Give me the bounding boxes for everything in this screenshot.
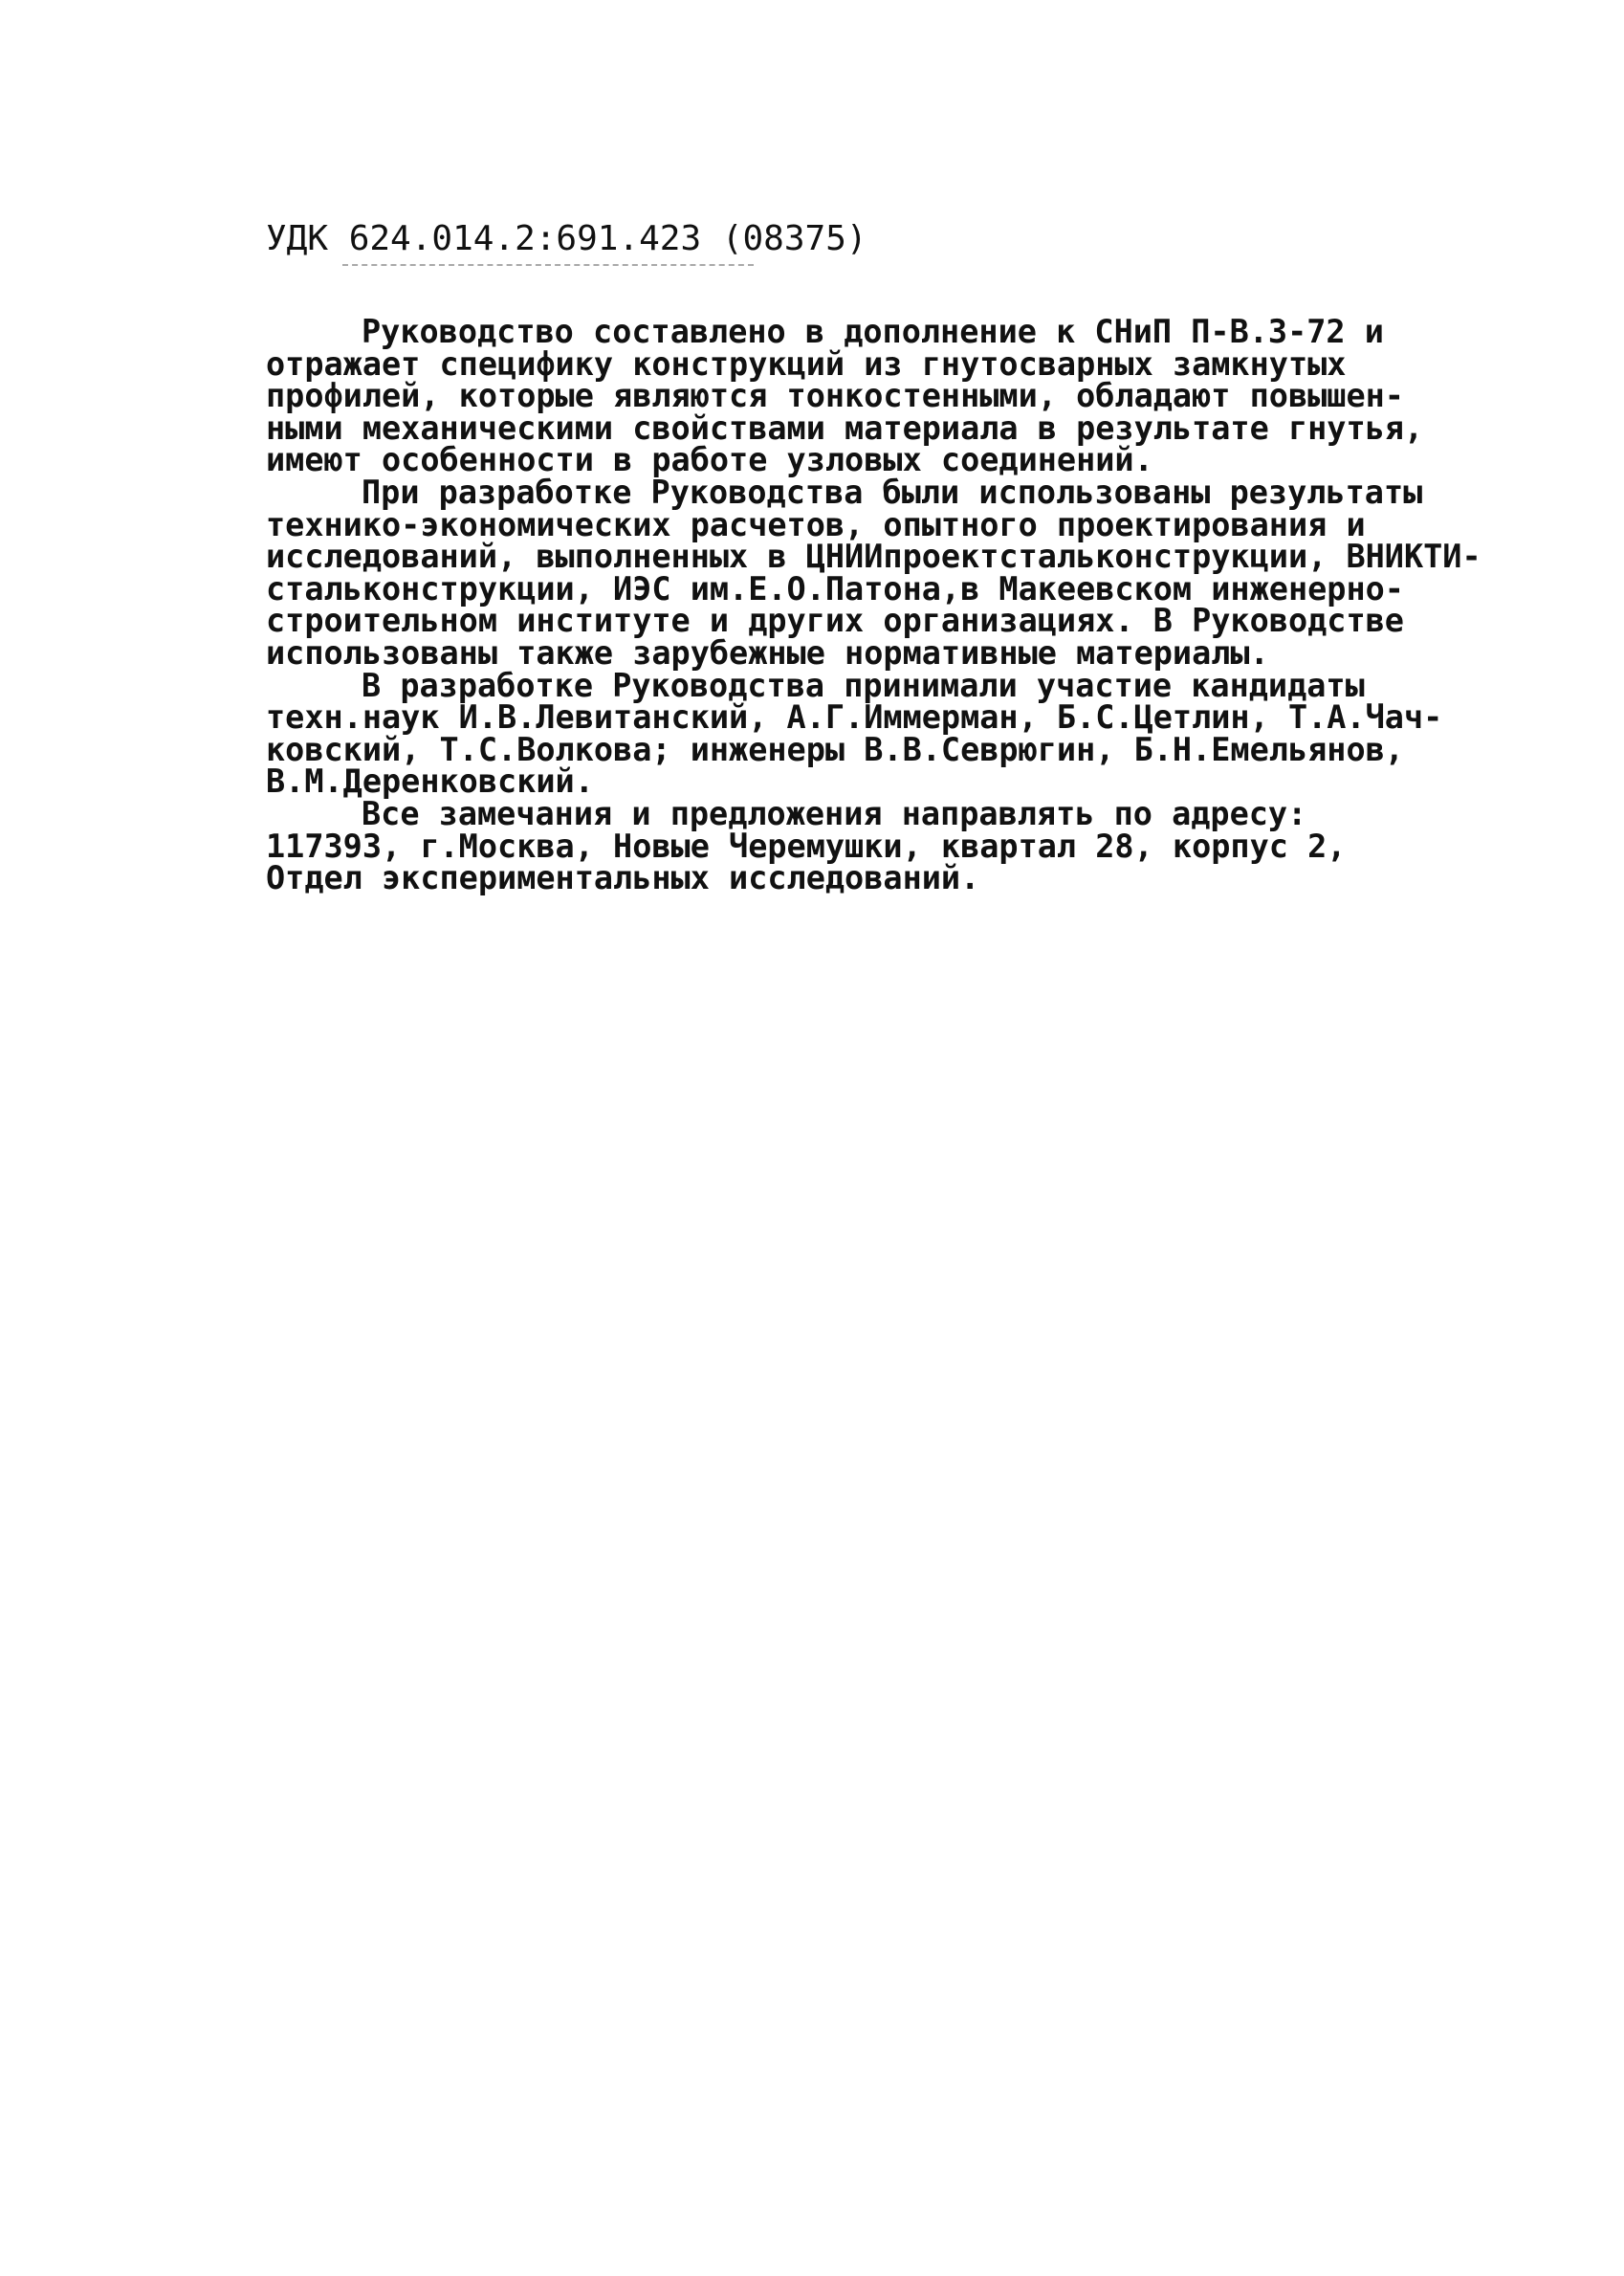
text-line: В разработке Руководства принимали участие кандидаты (362, 666, 1365, 704)
text-line: При разработке Руководства были использованы результаты (362, 473, 1423, 511)
text-line: 117393, г.Москва, Новые Черемушки, квартал 28, корпус 2, (266, 827, 1347, 865)
text-line: ковский, Т.С.Волкова; инженеры В.В.Севрюгин, Б.Н.Емельянов, (266, 730, 1404, 768)
preface-text (266, 313, 1509, 897)
text-line: Отдел экспериментальных исследований. (266, 859, 980, 897)
text-line: стальконструкции, ИЭС им.Е.О.Патона,в Макеевском инженерно- (266, 569, 1404, 608)
text-line: Руководство составлено в дополнение к СНиП П-В.3-72 и (362, 313, 1384, 350)
text-line: отражает специфику конструкций из гнутосварных замкнутых (266, 344, 1347, 383)
text-line: имеют особенности в работе узловых соединений. (266, 441, 1153, 479)
text-line: Все замечания и предложения направлять по адресу: (362, 794, 1307, 832)
text-line: В.М.Деренковский. (266, 762, 594, 801)
text-line: технико-экономических расчетов, опытного проектирования и (266, 505, 1366, 543)
text-line: техн.наук И.В.Левитанский, А.Г.Иммерман, Б.С.Цетлин, Т.А.Чач- (266, 698, 1443, 737)
udc-code: УДК 624.014.2:691.423 (08375) (266, 219, 867, 258)
text-line: использованы также зарубежные нормативные материалы. (266, 633, 1269, 672)
text-line: ными механическими свойствами материала в результате гнутья, (266, 409, 1424, 447)
udc-underline (342, 264, 754, 266)
text-line: исследований, выполненных в ЦНИИпроектстальконструкции, ВНИКТИ- (266, 538, 1481, 576)
text-line: профилей, которые являются тонкостенными, обладают повышен- (266, 377, 1404, 415)
text-line: строительном институте и других организациях. В Руководстве (266, 602, 1404, 640)
